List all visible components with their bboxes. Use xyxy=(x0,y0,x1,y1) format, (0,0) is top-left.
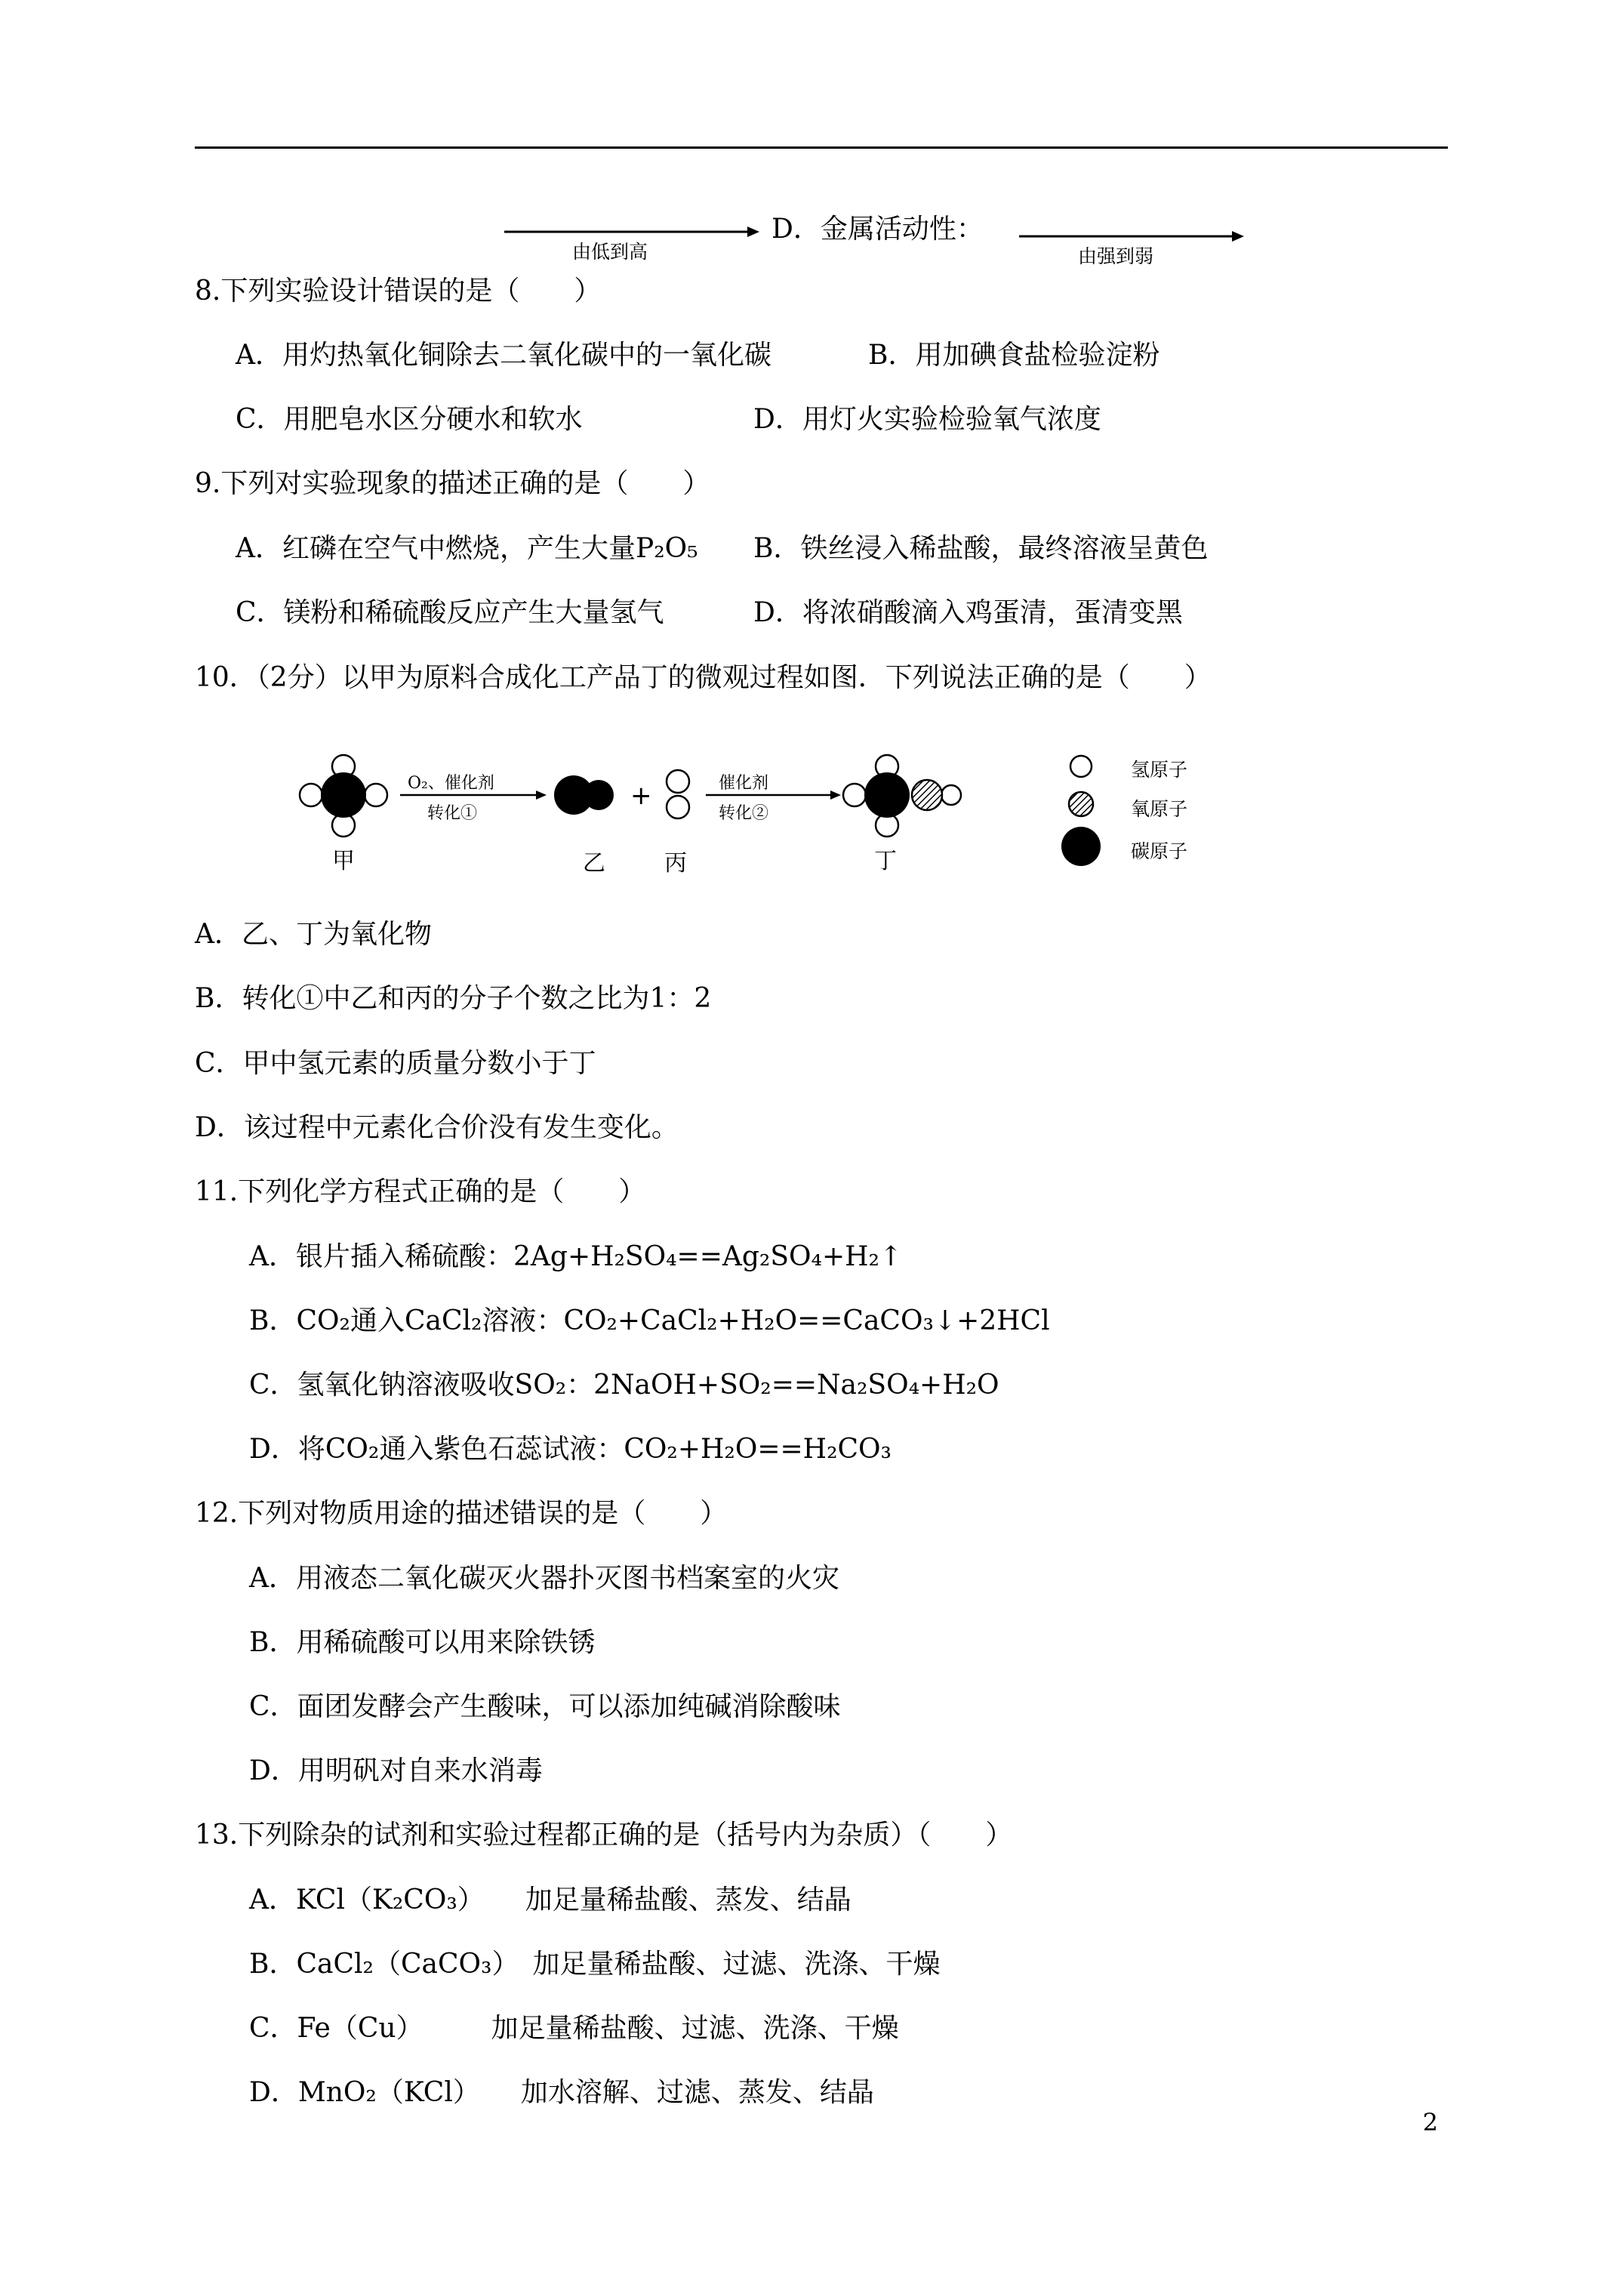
q9-stem: 9.下列对实验现象的描述正确的是（ ） xyxy=(195,468,710,499)
q12-option-a: A．用液态二氧化碳灭火器扑灭图书档案室的火灾 xyxy=(249,1563,839,1594)
q12-option-c: C．面团发酵会产生酸味，可以添加纯碱消除酸味 xyxy=(249,1691,841,1722)
label-yi: 乙 xyxy=(583,850,605,877)
legend xyxy=(1061,756,1101,866)
arrow1-bottom-label: 转化① xyxy=(427,804,478,823)
legend-oxygen: 氧原子 xyxy=(1131,798,1188,820)
q13-option-b: B．CaCl₂（CaCO₃） 加足量稀盐酸、过滤、洗涤、干燥 xyxy=(249,1949,941,1980)
q11-option-c: C．氢氧化钠溶液吸收SO₂：2NaOH+SO₂==Na₂SO₄+H₂O xyxy=(249,1370,999,1401)
q8-option-b: B．用加碘食盐检验淀粉 xyxy=(868,340,1160,371)
arrow-right-label: 由强到弱 xyxy=(1078,245,1154,267)
arrow1-top-label: O₂、催化剂 xyxy=(408,774,494,793)
legend-hydrogen: 氢原子 xyxy=(1131,759,1188,781)
label-ding: 丁 xyxy=(874,848,897,874)
label-bing: 丙 xyxy=(664,850,687,877)
arrow2-bottom-label: 转化② xyxy=(719,804,769,823)
molecule-yi xyxy=(554,775,614,815)
q8-option-c: C．用肥皂水区分硬水和软水 xyxy=(236,404,583,435)
q8-option-d: D．用灯火实验检验氧气浓度 xyxy=(753,404,1101,435)
header-rule xyxy=(195,146,1448,149)
q11-option-d: D．将CO₂通入紫色石蕊试液：CO₂+H₂O==H₂CO₃ xyxy=(249,1434,892,1465)
plus-sign: + xyxy=(630,781,652,811)
molecule-bing xyxy=(667,770,689,818)
q10-option-c: C．甲中氢元素的质量分数小于丁 xyxy=(195,1048,596,1079)
q11-option-b: B．CO₂通入CaCl₂溶液：CO₂+CaCl₂+H₂O==CaCO₃↓+2HCl xyxy=(249,1305,1050,1336)
q10-option-d: D．该过程中元素化合价没有发生变化。 xyxy=(195,1112,679,1143)
q12-option-b: B．用稀硫酸可以用来除铁锈 xyxy=(249,1627,596,1658)
q11-option-a: A．银片插入稀硫酸：2Ag+H₂SO₄==Ag₂SO₄+H₂↑ xyxy=(249,1241,903,1272)
q13-option-d: D．MnO₂（KCl） 加水溶解、过滤、蒸发、结晶 xyxy=(249,2077,874,2108)
q10-option-a: A．乙、丁为氧化物 xyxy=(195,919,432,950)
q9-option-c: C．镁粉和稀硫酸反应产生大量氢气 xyxy=(236,597,664,628)
q11-stem: 11.下列化学方程式正确的是（ ） xyxy=(195,1176,646,1207)
q10-option-b: B．转化①中乙和丙的分子个数之比为1：2 xyxy=(195,983,712,1014)
q12-stem: 12.下列对物质用途的描述错误的是（ ） xyxy=(195,1498,728,1529)
q9-option-b: B．铁丝浸入稀盐酸，最终溶液呈黄色 xyxy=(753,533,1209,564)
q13-stem: 13.下列除杂的试剂和实验过程都正确的是（括号内为杂质）（ ） xyxy=(195,1820,1013,1851)
arrow2-top-label: 催化剂 xyxy=(719,774,769,793)
q8-stem: 8.下列实验设计错误的是（ ） xyxy=(195,276,602,307)
q8-option-a: A．用灼热氧化铜除去二氧化碳中的一氧化碳 xyxy=(236,340,771,371)
page-number: 2 xyxy=(1422,2108,1438,2137)
label-jia: 甲 xyxy=(332,848,355,874)
q13-option-a: A．KCl（K₂CO₃） 加足量稀盐酸、蒸发、结晶 xyxy=(249,1885,852,1915)
molecule-jia xyxy=(300,755,387,837)
legend-carbon: 碳原子 xyxy=(1131,840,1188,862)
q10-stem: 10．（2分）以甲为原料合成化工产品丁的微观过程如图．下列说法正确的是（ ） xyxy=(195,662,1212,693)
molecule-ding xyxy=(843,755,961,837)
arrow-left-label: 由低到高 xyxy=(572,241,648,263)
q12-option-d: D．用明矾对自来水消毒 xyxy=(249,1755,543,1786)
q9-option-d: D．将浓硝酸滴入鸡蛋清，蛋清变黑 xyxy=(753,597,1183,628)
option-d-top: D．金属活动性： xyxy=(771,214,984,245)
q13-option-c: C．Fe（Cu） 加足量稀盐酸、过滤、洗涤、干燥 xyxy=(249,2013,899,2044)
q9-option-a: A．红磷在空气中燃烧，产生大量P₂O₅ xyxy=(236,533,698,564)
